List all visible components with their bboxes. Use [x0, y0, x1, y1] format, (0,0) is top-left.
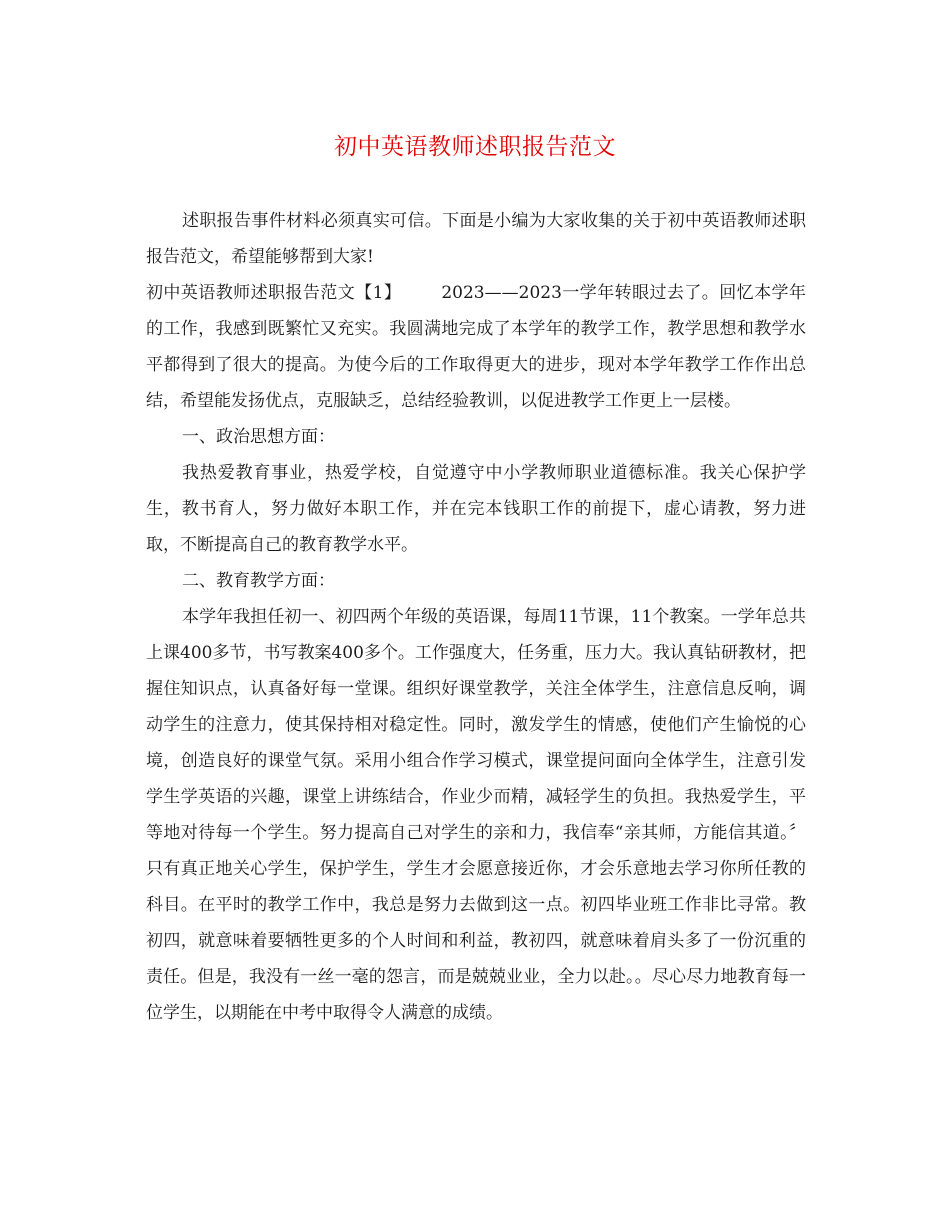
heading-political: 一、政治思想方面：: [182, 427, 335, 447]
document-body: [146, 203, 806, 1031]
intro-paragraph: 述职报告事件材料必须真实可信。下面是小编为大家收集的关于初中英语教师述职报告范文，希望能够帮到大家!: [146, 211, 806, 267]
opening-text: 2023——2023一学年转眼过去了。回忆本学年的工作，我感到既繁忙又充实。我圆满地完成了本学年的教学工作，教学思想和教学水平都得到了很大的提高。为使今后的工作取得更大的进步，现对本学年教学工作作出总结，希望能发扬优点，克服缺乏，总结经验教训，以促进教学工作更上一层楼。: [146, 283, 806, 411]
section-label: 初中英语教师述职报告范文【1】: [146, 283, 402, 303]
report-first-paragraph: [146, 275, 806, 419]
paragraph-political: 我热爱教育事业，热爱学校，自觉遵守中小学教师职业道德标准。我关心保护学生，教书育人，努力做好本职工作，并在完本钱职工作的前提下，虚心请教，努力进取，不断提高自己的教育教学水平。: [146, 463, 806, 555]
paragraph-teaching: 本学年我担任初一、初四两个年级的英语课，每周11节课，11个教案。一学年总共上课400多节，书写教案400多个。工作强度大，任务重，压力大。我认真钻研教材，把握住知识点，认真备好每一堂课。组织好课堂教学，关注全体学生，注意信息反响，调动学生的注意力，使其保持相对稳定性。同时，激发学生的情感，使他们产生愉悦的心境，创造良好的课堂气氛。采用小组合作学习模式，课堂提问面向全体学生，注意引发学生学英语的兴趣，课堂上讲练结合，作业少而精，减轻学生的负担。我热爱学生，平等地对待每一个学生。努力提高自己对学生的亲和力，我信奉“亲其师，方能信其道。〞只有真正地关心学生，保护学生，学生才会愿意接近你，才会乐意地去学习你所任教的科目。在平时的教学工作中，我总是努力去做到这一点。初四毕业班工作非比寻常。教初四，就意味着要牺牲更多的个人时间和利益，教初四，就意味着肩头多了一份沉重的责任。但是，我没有一丝一毫的怨言，而是兢兢业业，全力以赴。。尽心尽力地教育每一位学生，以期能在中考中取得令人满意的成绩。: [146, 607, 806, 1023]
document-title: 初中英语教师述职报告范文: [334, 134, 616, 160]
heading-teaching: 二、教育教学方面：: [182, 571, 335, 591]
